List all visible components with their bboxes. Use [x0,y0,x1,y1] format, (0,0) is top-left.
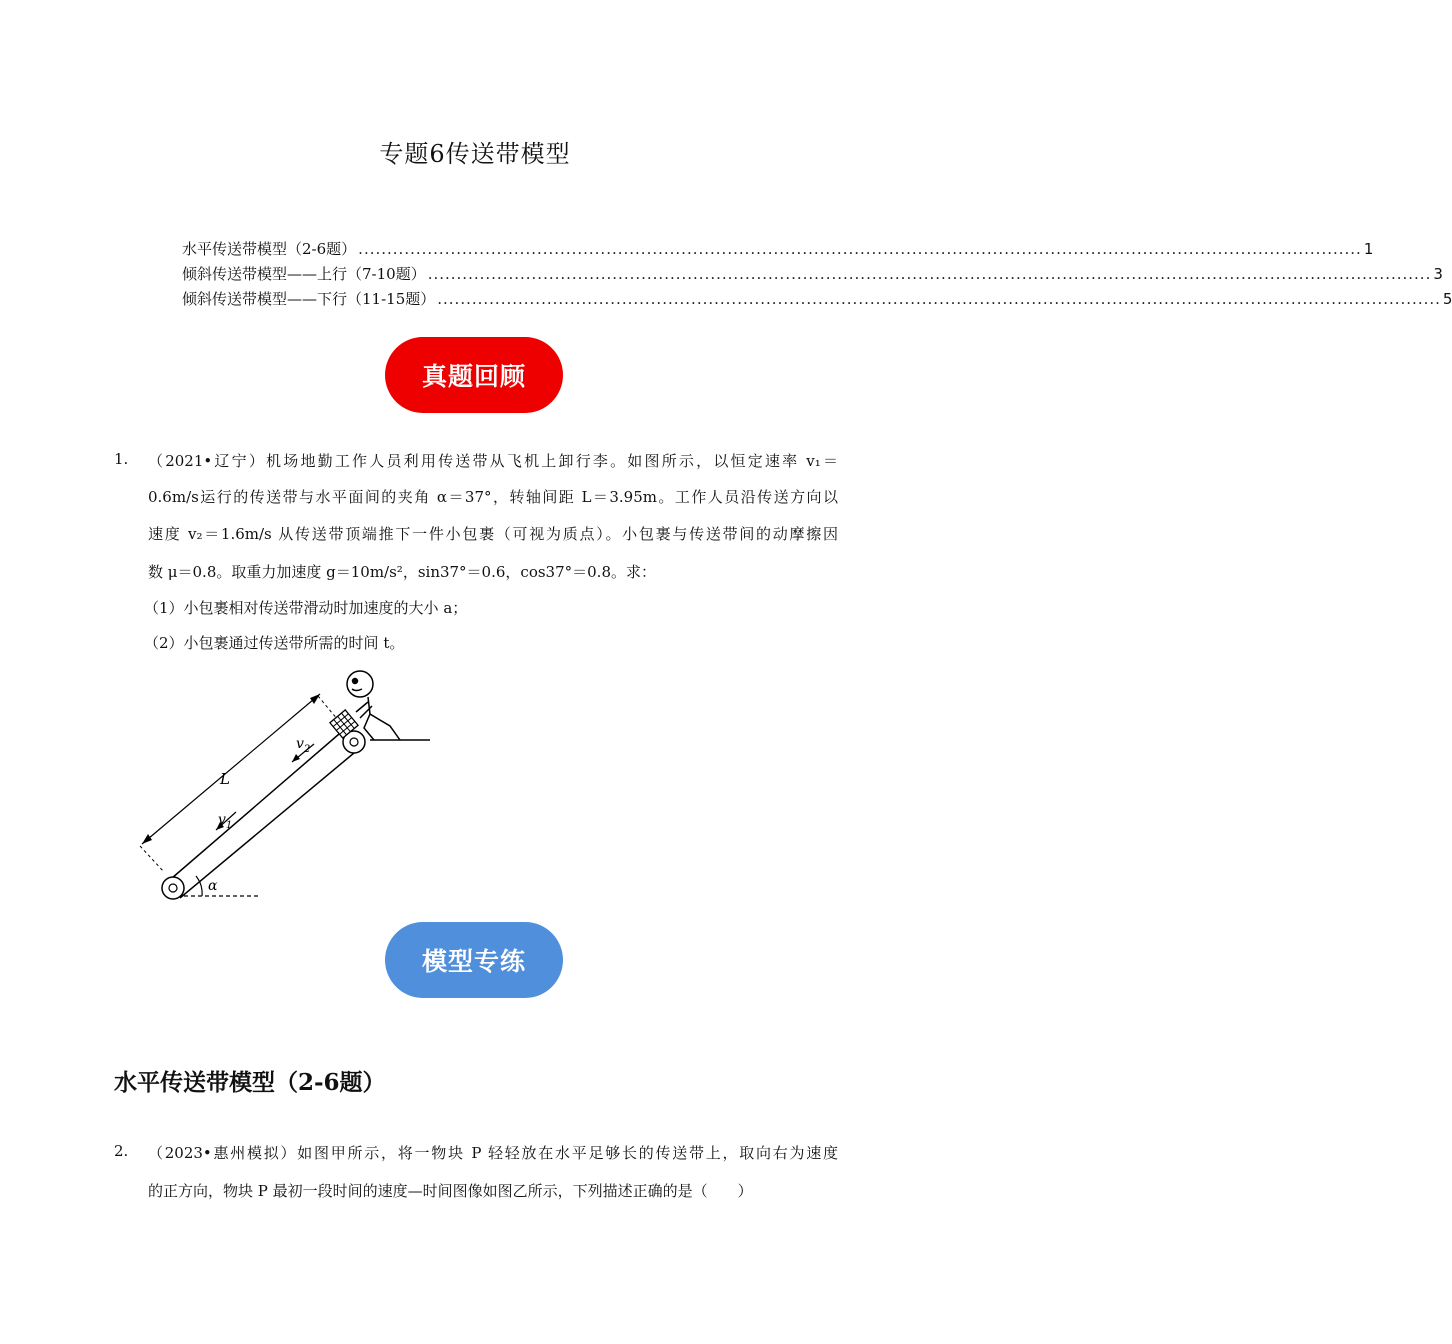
banner-practice: 模型专练 [385,922,563,998]
toc-entry-label: 倾斜传送带模型——上行（7-10题） [182,265,426,283]
toc-entry-label: 水平传送带模型（2-6题） [182,240,357,258]
angle-arc [196,876,202,896]
v1-subscript: 1 [225,820,233,831]
question-1-line: 数 μ＝0.8。取重力加速度 g＝10m/s²，sin37°＝0.6，cos37°＝0.8。求： [148,563,656,581]
v2-label: v [296,736,304,752]
question-2-line: （2023•惠州模拟）如图甲所示，将一物块 P 轻轻放在水平足够长的传送带上，取向右为速度 [148,1144,838,1162]
belt-top [172,728,346,878]
page-title: 专题6传送带模型 [379,140,571,168]
toc-leader: .............................................................................................................................................................................. [358,240,1362,258]
worker-figure [347,671,400,740]
v2-subscript: 2 [303,744,311,755]
toc-entry-label: 倾斜传送带模型——下行（11-15题） [182,290,436,308]
svg-text:v2 [296,736,310,755]
belt-bottom [180,748,360,898]
banner-review: 真题回顾 [385,337,563,413]
question-1-number: 1. [114,450,129,468]
question-1-part-2: （2）小包裹通过传送带所需的时间 t。 [144,634,405,652]
toc-leader: .............................................................................................................................................................................. [427,265,1432,283]
toc-entry-page: 5 [1442,290,1452,308]
toc-leader: .............................................................................................................................................................................. [437,290,1441,308]
alpha-label: α [208,878,218,894]
conveyor-figure [134,664,434,904]
question-2-line: 的正方向，物块 P 最初一段时间的速度—时间图像如图乙所示，下列描述正确的是（ ） [148,1182,753,1200]
section-heading: 水平传送带模型（2-6题） [114,1069,386,1096]
v1-label: v [218,812,226,828]
toc-entry[interactable] [182,288,1452,312]
question-1-part-1: （1）小包裹相对传送带滑动时加速度的大小 a； [144,599,468,617]
question-1-line: （2021•辽宁）机场地勤工作人员利用传送带从飞机上卸行李。如图所示，以恒定速率 v₁＝ [148,452,838,470]
toc-entry[interactable] [182,263,1443,287]
toc-entry-page: 1 [1363,240,1374,258]
toc-entry-page: 3 [1433,265,1443,283]
length-label: L [220,770,230,788]
toc-entry[interactable] [182,238,1374,262]
question-1-line: 速度 v₂＝1.6m/s 从传送带顶端推下一件小包裹（可视为质点）。小包裹与传送带间的动摩擦因 [148,525,838,543]
question-1-line: 0.6m/s运行的传送带与水平面间的夹角 α＝37°，转轴间距 L＝3.95m。工作人员沿传送方向以 [148,488,838,506]
question-2-number: 2. [114,1142,129,1160]
